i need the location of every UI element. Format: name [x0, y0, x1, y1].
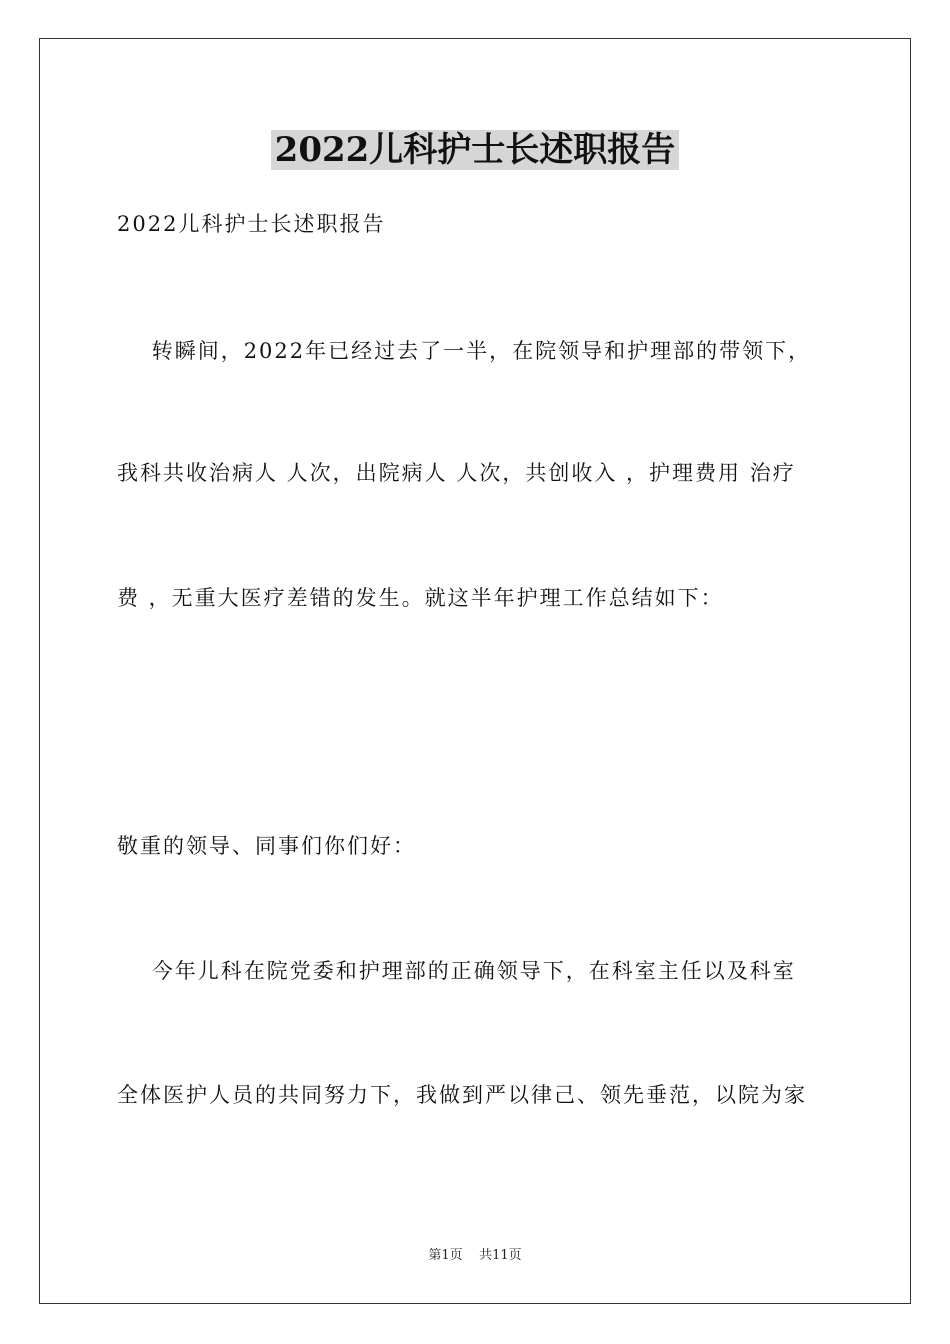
body-line-4: 今年儿科在院党委和护理部的正确领导下，在科室主任以及科室 — [117, 959, 796, 983]
subtitle-line: 2022儿科护士长述职报告 — [117, 212, 386, 236]
greeting-line: 敬重的领导、同事们你们好： — [117, 834, 416, 858]
body-line-5: 全体医护人员的共同努力下，我做到严以律己、领先垂范，以院为家 — [117, 1083, 807, 1107]
document-title — [0, 126, 950, 174]
body-line-1: 转瞬间，2022年已经过去了一半，在院领导和护理部的带领下， — [117, 339, 812, 363]
body-line-2: 我科共收治病人 人次，出院病人 人次，共创收入 ，护理费用 治疗 — [117, 461, 796, 485]
body-line-3: 费 ，无重大医疗差错的发生。就这半年护理工作总结如下： — [117, 586, 724, 610]
page-footer: 第1页 共11页 — [428, 1248, 522, 1263]
document-title-text: 2022儿科护士长述职报告 — [271, 130, 680, 170]
